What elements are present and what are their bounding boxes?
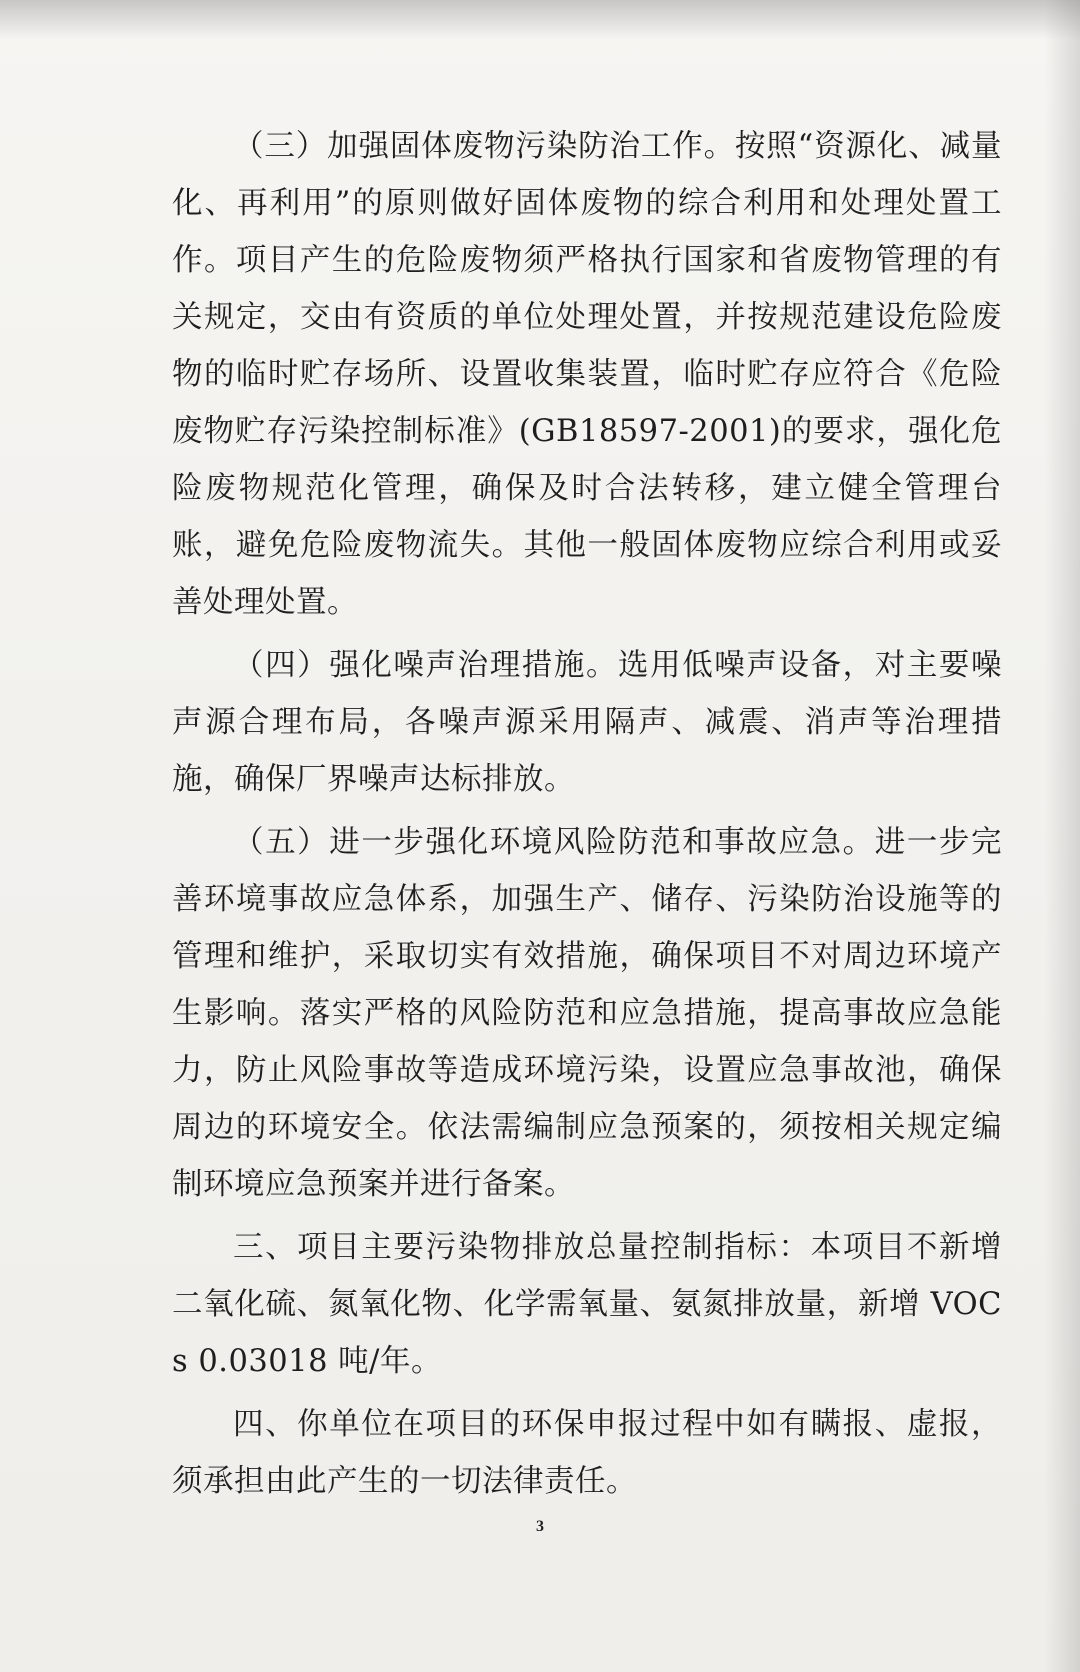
document-body: [172, 118, 1002, 1510]
page-number: 3: [536, 1518, 544, 1535]
scan-shadow-top: [0, 0, 1080, 40]
paragraph-emission-control: 三、项目主要污染物排放总量控制指标：本项目不新增二氧化硫、氮氧化物、化学需氧量、氨氮排放量，新增 VOCs 0.03018 吨/年。: [172, 1230, 1002, 1379]
paragraph-noise: （四）强化噪声治理措施。选用低噪声设备，对主要噪声源合理布局，各噪声源采用隔声、减震、消声等治理措施，确保厂界噪声达标排放。: [172, 648, 1002, 797]
paragraph-legal-responsibility: 四、你单位在项目的环保申报过程中如有瞒报、虚报，须承担由此产生的一切法律责任。: [172, 1407, 1002, 1499]
paragraph-risk-emergency: （五）进一步强化环境风险防范和事故应急。进一步完善环境事故应急体系，加强生产、储存、污染防治设施等的管理和维护，采取切实有效措施，确保项目不对周边环境产生影响。落实严格的风险防范和应急措施，提高事故应急能力，防止风险事故等造成环境污染，设置应急事故池，确保周边的环境安全。依法需编制应急预案的，须按相关规定编制环境应急预案并进行备案。: [172, 825, 1002, 1202]
paragraph-solid-waste: （三）加强固体废物污染防治工作。按照“资源化、减量化、再利用”的原则做好固体废物的综合利用和处理处置工作。项目产生的危险废物须严格执行国家和省废物管理的有关规定，交由有资质的单位处理处置，并按规范建设危险废物的临时贮存场所、设置收集装置，临时贮存应符合《危险废物贮存污染控制标准》(GB18597-2001)的要求，强化危险废物规范化管理，确保及时合法转移，建立健全管理台账，避免危险废物流失。其他一般固体废物应综合利用或妥善处理处置。: [172, 129, 1002, 620]
scan-shadow-right: [1044, 0, 1080, 1672]
